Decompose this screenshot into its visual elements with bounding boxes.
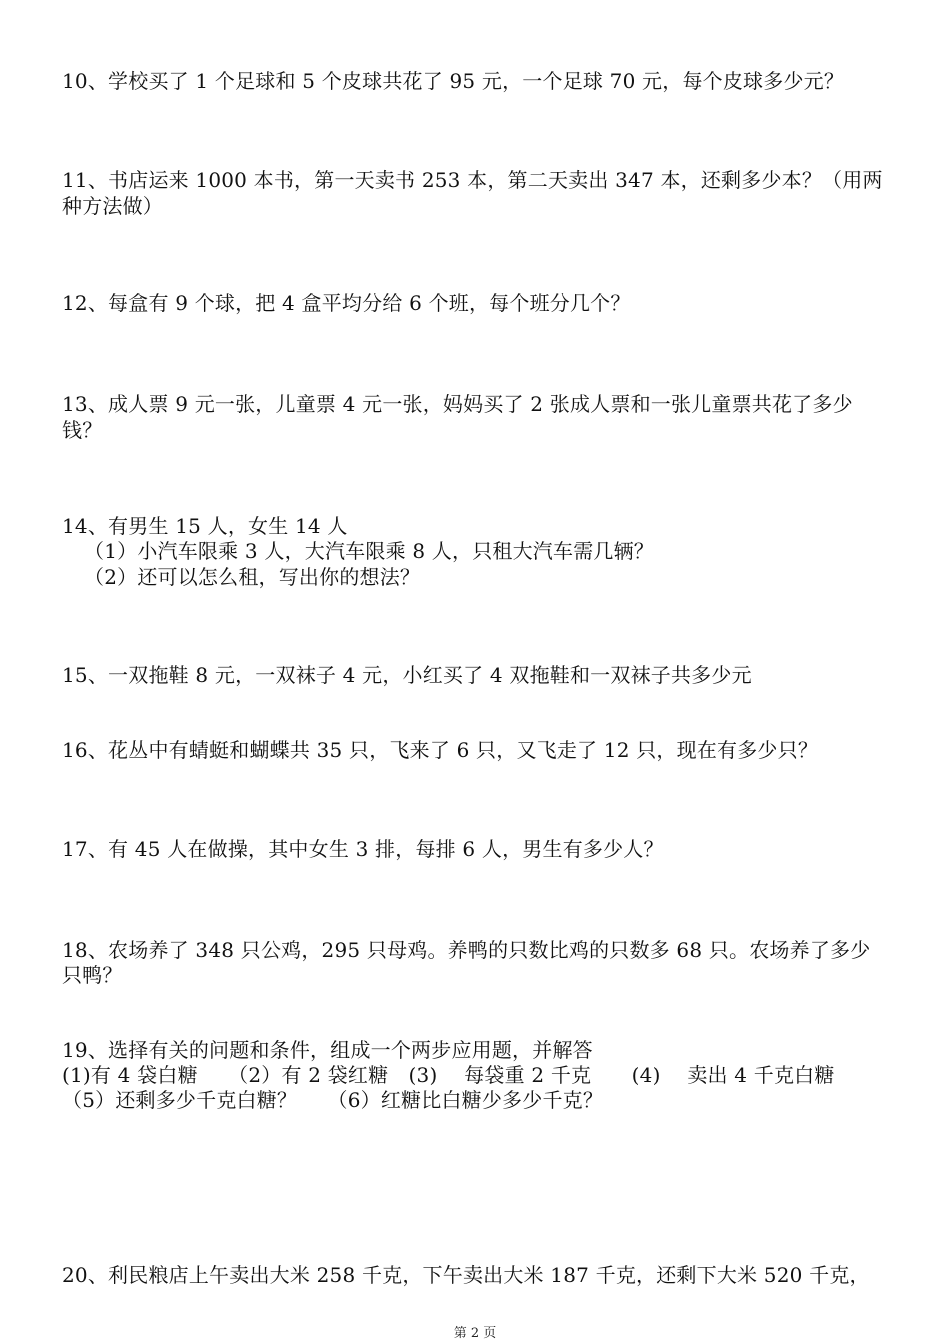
question-18-continuation: 只鸭？ (62, 963, 123, 987)
question-19-options-row-2: （5）还剩多少千克白糖？ （6）红糖比白糖少多少千克？ (62, 1088, 604, 1112)
question-19-options-row-1: (1)有 4 袋白糖 （2）有 2 袋红糖 (3) 每袋重 2 千克 (4) 卖出 4 千克白糖 (62, 1063, 835, 1087)
question-20: 20、利民粮店上午卖出大米 258 千克，下午卖出大米 187 千克，还剩下大米 520 千克， (62, 1263, 870, 1287)
question-16: 16、花丛中有蜻蜓和蝴蝶共 35 只，飞来了 6 只，又飞走了 12 只，现在有多少只？ (62, 738, 819, 762)
page-number: 第 2 页 (453, 1326, 497, 1341)
question-12: 12、每盒有 9 个球，把 4 盒平均分给 6 个班，每个班分几个？ (62, 291, 631, 315)
question-18: 18、农场养了 348 只公鸡，295 只母鸡。养鸭的只数比鸡的只数多 68 只。农场养了多少 (62, 938, 871, 962)
question-13-continuation: 钱？ (62, 418, 103, 442)
question-14: 14、有男生 15 人，女生 14 人 (62, 514, 348, 538)
question-14-part-2: （2）还可以怎么租，写出你的想法？ (84, 565, 421, 589)
question-11: 11、书店运来 1000 本书，第一天卖书 253 本，第二天卖出 347 本，还剩多少本？（用两 (62, 168, 883, 192)
question-17: 17、有 45 人在做操，其中女生 3 排，每排 6 人，男生有多少人？ (62, 837, 664, 861)
question-11-continuation: 种方法做） (62, 194, 163, 218)
question-19: 19、选择有关的问题和条件，组成一个两步应用题，并解答 (62, 1038, 593, 1062)
question-13: 13、成人票 9 元一张，儿童票 4 元一张，妈妈买了 2 张成人票和一张儿童票共花了多少 (62, 392, 853, 416)
question-14-part-1: （1）小汽车限乘 3 人，大汽车限乘 8 人，只租大汽车需几辆？ (84, 539, 655, 563)
question-15: 15、一双拖鞋 8 元，一双袜子 4 元，小红买了 4 双拖鞋和一双袜子共多少元 (62, 663, 752, 687)
question-10: 10、学校买了 1 个足球和 5 个皮球共花了 95 元，一个足球 70 元，每个皮球多少元？ (62, 69, 845, 93)
